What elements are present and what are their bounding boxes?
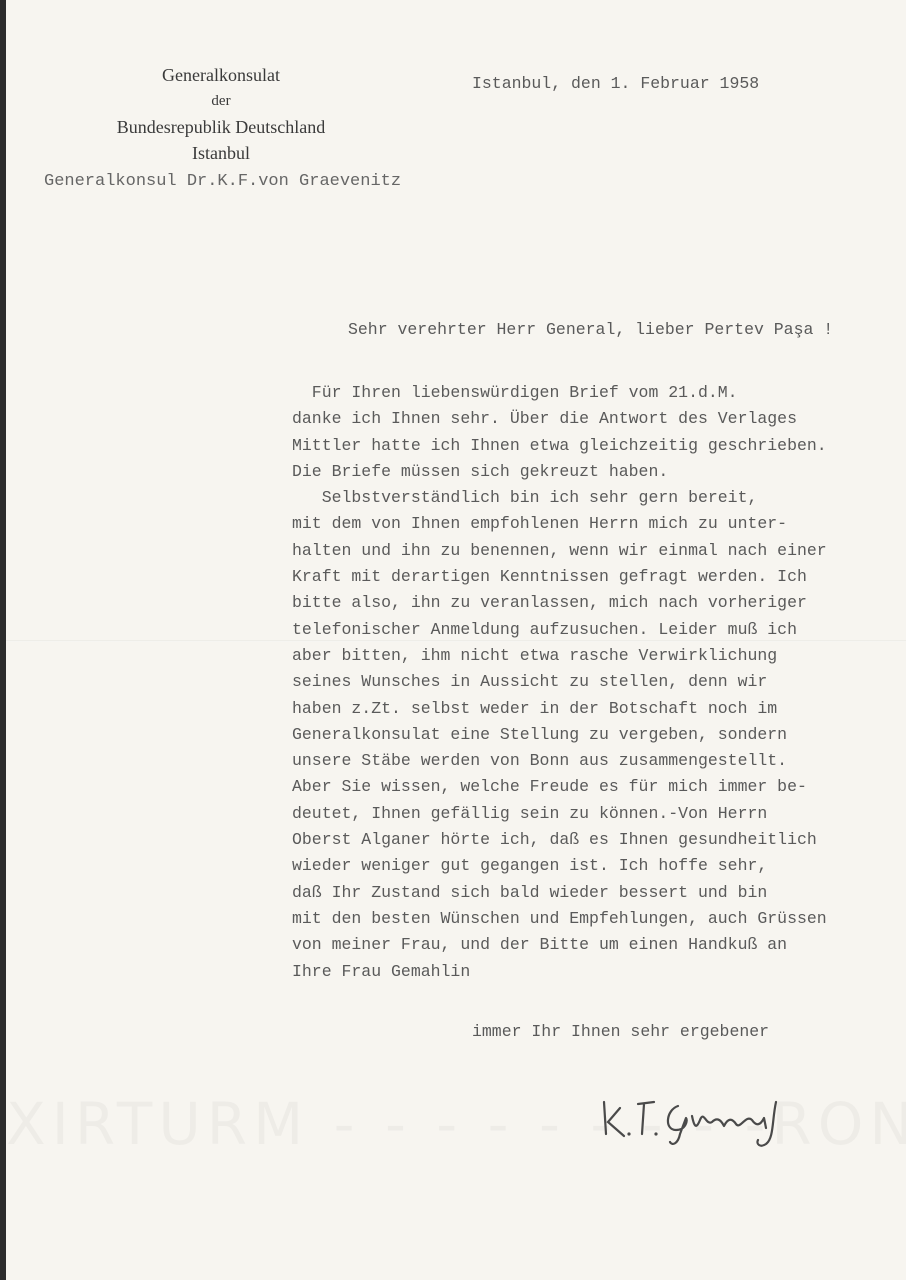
body-line: danke ich Ihnen sehr. Über die Antwort des Verlages	[292, 409, 797, 429]
letterhead-line1: Generalkonsulat	[162, 65, 280, 85]
body-line: telefonischer Anmeldung aufzusuchen. Leider muß ich	[292, 619, 797, 639]
consul-name: Generalkonsul Dr.K.F.von Graevenitz	[44, 172, 402, 191]
body-line: Mittler hatte ich Ihnen etwa gleichzeitig geschrieben.	[292, 435, 827, 455]
body-line: wieder weniger gut gegangen ist. Ich hoffe sehr,	[292, 856, 768, 876]
body-line: mit den besten Wünschen und Empfehlungen, auch Grüssen	[292, 908, 827, 928]
letterhead-line4: Istanbul	[192, 143, 250, 163]
letterhead-line3: Bundesrepublik Deutschland	[116, 117, 326, 137]
signature	[596, 1090, 826, 1150]
body-line: deutet, Ihnen gefällig sein zu können.-Von Herrn	[292, 803, 768, 823]
body-line: Generalkonsulat eine Stellung zu vergeben, sondern	[292, 724, 788, 744]
body-line: seines Wunsches in Aussicht zu stellen, denn wir	[292, 672, 768, 692]
body-line: aber bitten, ihm nicht etwa rasche Verwirklichung	[292, 645, 778, 665]
letterhead-line2: der	[211, 93, 231, 109]
letter-date: Istanbul, den 1. Februar 1958	[472, 74, 760, 93]
body-line: unsere Stäbe werden von Bonn aus zusammengestellt.	[292, 751, 788, 771]
closing: immer Ihr Ihnen sehr ergebener	[472, 1022, 770, 1041]
body-line: haben z.Zt. selbst weder in der Botschaft noch im	[292, 698, 778, 718]
letterhead	[96, 62, 346, 166]
body-line: bitte also, ihn zu veranlassen, mich nach vorheriger	[292, 593, 807, 613]
body-line: Für Ihren liebenswürdigen Brief vom 21.d.M.	[292, 383, 738, 402]
body-line: von meiner Frau, und der Bitte um einen Handkuß an	[292, 935, 788, 955]
body-line: mit dem von Ihnen empfohlenen Herrn mich zu unter-	[292, 514, 788, 534]
salutation: Sehr verehrter Herr General, lieber Pertev Paşa !	[348, 320, 834, 339]
body-line: halten und ihn zu benennen, wenn wir einmal nach einer	[292, 540, 827, 560]
body-line: Die Briefe müssen sich gekreuzt haben.	[292, 461, 669, 481]
body-line: Ihre Frau Gemahlin	[292, 961, 471, 981]
body-line: Selbstverständlich bin ich sehr gern bereit,	[292, 488, 758, 508]
body-line: daß Ihr Zustand sich bald wieder bessert und bin	[292, 882, 768, 902]
body-line: Kraft mit derartigen Kenntnissen gefragt werden. Ich	[292, 567, 807, 587]
body-line: Oberst Alganer hörte ich, daß es Ihnen gesundheitlich	[292, 830, 817, 850]
letter-body	[292, 380, 827, 985]
body-line: Aber Sie wissen, welche Freude es für mich immer be-	[292, 777, 807, 797]
